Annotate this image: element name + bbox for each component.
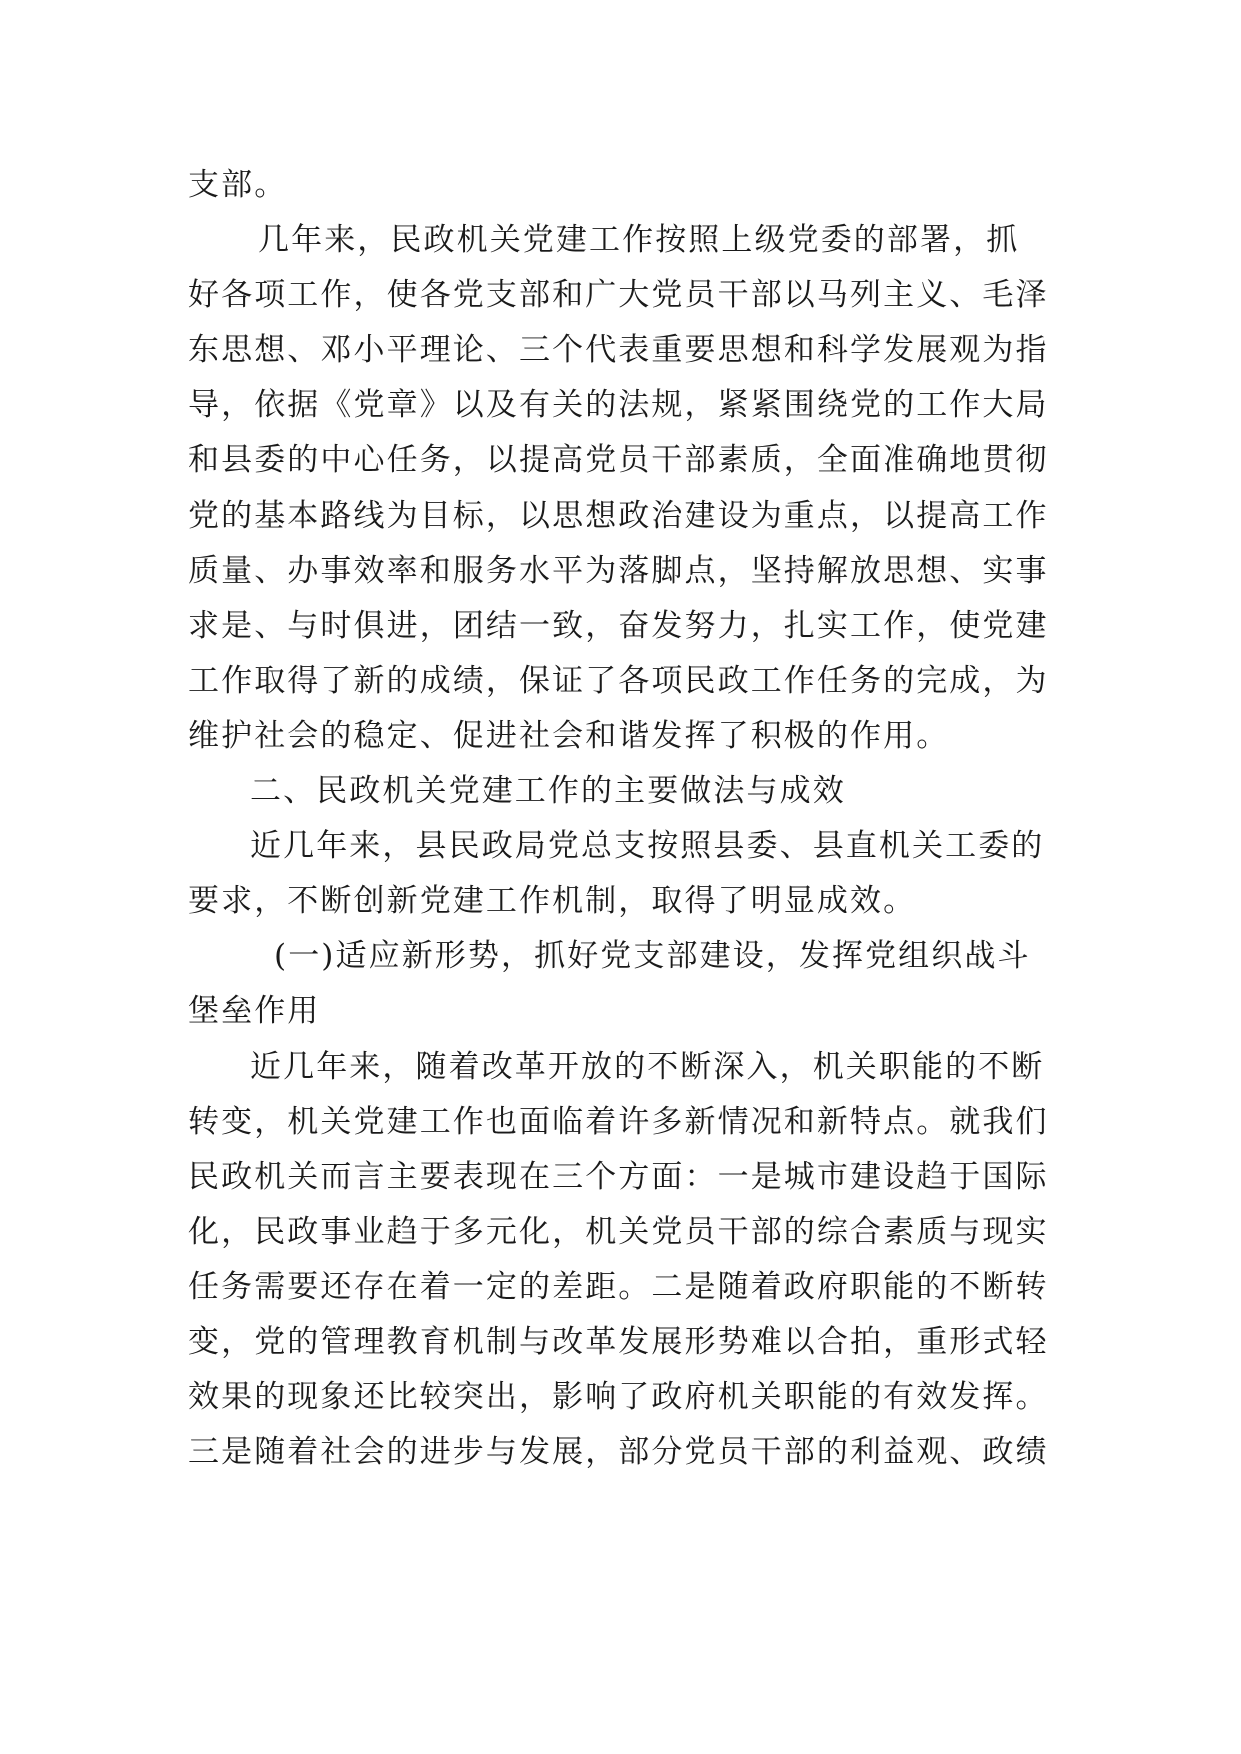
text-line: 效果的现象还比较突出，影响了政府机关职能的有效发挥。 xyxy=(188,1379,1049,1416)
text-line: 好各项工作，使各党支部和广大党员干部以马列主义、毛泽 xyxy=(188,277,1049,314)
section-heading-text: 二、民政机关党建工作的主要做法与成效 xyxy=(250,773,846,810)
text-line: 维护社会的稳定、促进社会和谐发挥了积极的作用。 xyxy=(188,717,950,754)
text-line: 要求，不断创新党建工作机制，取得了明显成效。 xyxy=(188,883,917,920)
paragraph-intro xyxy=(188,213,1068,764)
text-line: 求是、与时俱进，团结一致，奋发努力，扎实工作，使党建 xyxy=(188,607,1049,644)
text-line: 民政机关而言主要表现在三个方面：一是城市建设趋于国际 xyxy=(188,1158,1049,1195)
text-line: 近几年来，随着改革开放的不断深入，机关职能的不断 xyxy=(250,1048,1045,1085)
subsection-heading-text: 堡垒作用 xyxy=(188,993,321,1030)
text-line: 几年来，民政机关党建工作按照上级党委的部署，抓 xyxy=(258,222,1020,259)
text-line: 转变，机关党建工作也面临着许多新情况和新特点。就我们 xyxy=(188,1103,1049,1140)
text-line: 三是随着社会的进步与发展，部分党员干部的利益观、政绩 xyxy=(188,1434,1049,1471)
paragraph-body xyxy=(188,1040,1068,1481)
paragraph-continuation xyxy=(188,158,1068,213)
text-line: 质量、办事效率和服务水平为落脚点，坚持解放思想、实事 xyxy=(188,552,1049,589)
paragraph-summary xyxy=(188,819,1068,929)
subsection-heading-text: (一)适应新形势，抓好党支部建设，发挥党组织战斗 xyxy=(274,938,1031,975)
text-line: 变，党的管理教育机制与改革发展形势难以合拍，重形式轻 xyxy=(188,1323,1049,1360)
text-line: 党的基本路线为目标，以思想政治建设为重点，以提高工作 xyxy=(188,497,1049,534)
text-line: 东思想、邓小平理论、三个代表重要思想和科学发展观为指 xyxy=(188,332,1049,369)
subsection-heading xyxy=(188,929,1068,1039)
text-line: 支部。 xyxy=(188,167,288,203)
text-line: 工作取得了新的成绩，保证了各项民政工作任务的完成，为 xyxy=(188,662,1049,699)
text-line: 导，依据《党章》以及有关的法规，紧紧围绕党的工作大局 xyxy=(188,387,1049,424)
section-heading xyxy=(188,764,1068,819)
text-line: 近几年来，县民政局党总支按照县委、县直机关工委的 xyxy=(250,828,1045,865)
text-line: 化，民政事业趋于多元化，机关党员干部的综合素质与现实 xyxy=(188,1213,1049,1250)
text-line: 任务需要还存在着一定的差距。二是随着政府职能的不断转 xyxy=(188,1268,1049,1305)
text-line: 和县委的中心任务，以提高党员干部素质，全面准确地贯彻 xyxy=(188,442,1049,479)
document-body xyxy=(188,158,1068,1480)
